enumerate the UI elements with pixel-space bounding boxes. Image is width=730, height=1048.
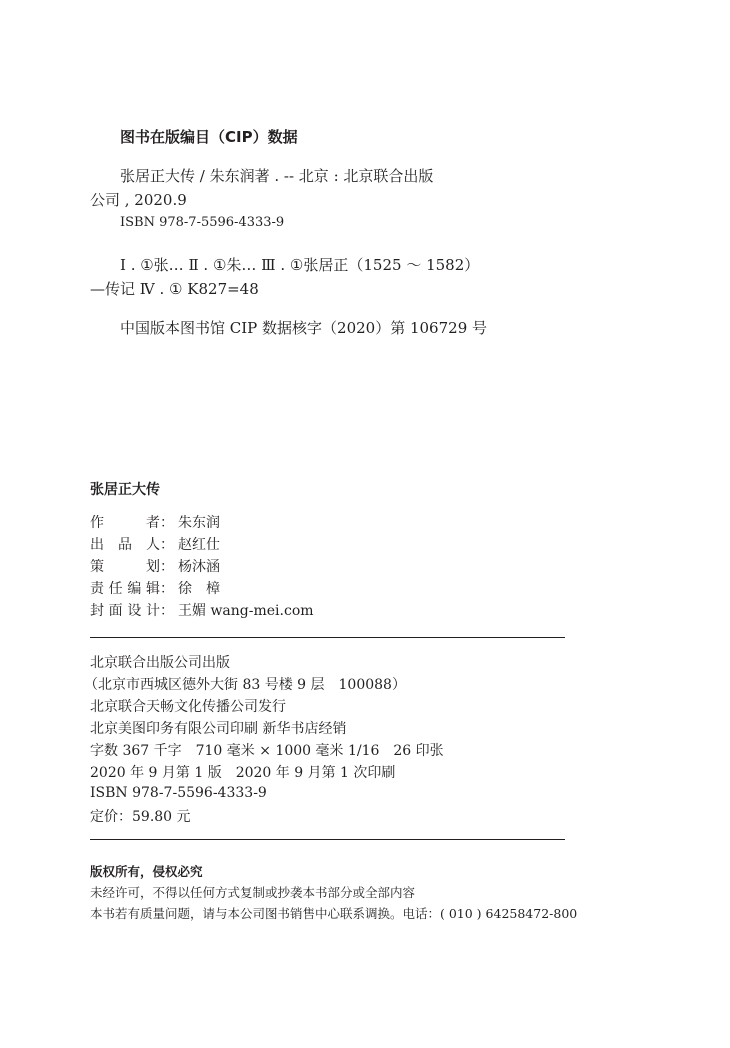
credit-value: 王媚 wang-mei.com [178, 603, 314, 619]
cip-classification-line: Ⅰ . ①张… Ⅱ . ①朱… Ⅲ . ①张居正（1525 ～ 1582） [120, 256, 480, 274]
credit-label: 策划 [90, 559, 160, 575]
credit-value: 赵红仕 [178, 537, 220, 553]
cip-classification-line-continued: —传记 Ⅳ . ① K827=48 [90, 280, 259, 298]
printer-line: 北京美图印务有限公司印刷 新华书店经销 [90, 721, 347, 737]
specs-line: 字数 367 千字 710 毫米 × 1000 毫米 1/16 26 印张 [90, 743, 444, 759]
edition-line: 2020 年 9 月第 1 版 2020 年 9 月第 1 次印刷 [90, 765, 396, 781]
credit-label: 出品人 [90, 537, 160, 553]
credit-producer [90, 534, 220, 554]
credit-cover-design [90, 600, 314, 620]
credit-planner [90, 556, 220, 576]
cip-bibliographic-line-continued: 公司 , 2020.9 [90, 191, 187, 209]
credit-colon: ： [160, 559, 174, 575]
credit-editor [90, 578, 220, 598]
distributor-line: 北京联合天畅文化传播公司发行 [90, 699, 286, 715]
credit-value: 杨沐涵 [178, 559, 220, 575]
credit-colon: ： [160, 515, 174, 531]
price-line: 定价：59.80 元 [90, 809, 191, 825]
cip-isbn: ISBN 978-7-5596-4333-9 [120, 215, 285, 230]
cip-bibliographic-line: 张居正大传 / 朱东润著 . -- 北京 : 北京联合出版 [120, 167, 434, 185]
cip-heading: 图书在版编目（CIP）数据 [120, 128, 298, 146]
book-title: 张居正大传 [90, 482, 160, 498]
cip-record-number: 中国版本图书馆 CIP 数据核字（2020）第 106729 号 [120, 319, 488, 337]
divider-rule [90, 839, 565, 840]
divider-rule [90, 637, 565, 638]
credit-colon: ： [160, 581, 174, 597]
credit-label: 责任编辑 [90, 581, 160, 597]
credit-label: 作者 [90, 515, 160, 531]
publisher-address: （北京市西城区德外大街 83 号楼 9 层 100088） [84, 677, 406, 693]
copyright-heading: 版权所有，侵权必究 [90, 864, 203, 879]
copyright-notice: 未经许可，不得以任何方式复制或抄袭本书部分或全部内容 [90, 885, 416, 900]
copyright-contact: 本书若有质量问题，请与本公司图书销售中心联系调换。电话：( 010 ) 64258472-800 [90, 906, 578, 921]
credit-value: 徐 樟 [178, 581, 220, 597]
credit-author [90, 512, 220, 532]
credit-colon: ： [160, 537, 174, 553]
isbn-line: ISBN 978-7-5596-4333-9 [90, 785, 267, 801]
publisher-line: 北京联合出版公司出版 [90, 655, 230, 671]
credit-value: 朱东润 [178, 515, 220, 531]
credit-colon: ： [160, 603, 174, 619]
credit-label: 封面设计 [90, 603, 160, 619]
